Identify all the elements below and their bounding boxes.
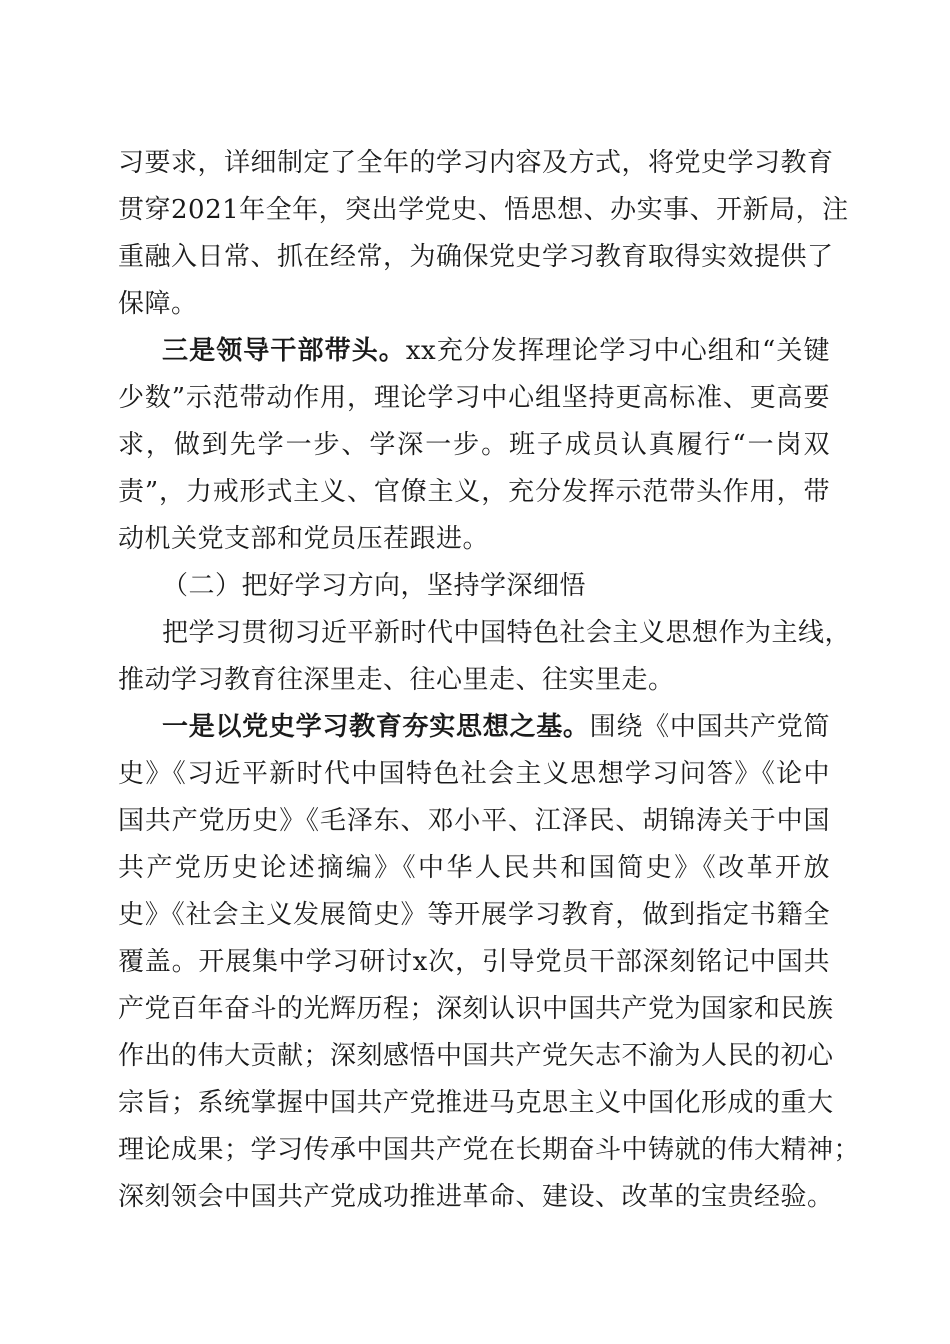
- body-text: [118, 140, 861, 1221]
- section-heading: （二）把好学习方向，坚持学深细悟: [162, 571, 587, 601]
- paragraph-line: 推动学习教育往深里走、往心里走、往实里走。: [118, 665, 675, 695]
- paragraph-line: 理论成果；学习传承中国共产党在长期奋斗中铸就的伟大精神；: [118, 1135, 861, 1165]
- paragraph-line: [118, 704, 830, 751]
- paragraph-line: 习要求，详细制定了全年的学习内容及方式，将党史学习教育: [118, 148, 834, 178]
- paragraph-line: 贯穿2021年全年，突出学党史、悟思想、办实事、开新局，注: [118, 195, 849, 225]
- paragraph-line: 产党百年奋斗的光辉历程；深刻认识中国共产党为国家和民族: [118, 994, 834, 1024]
- paragraph-line: 史》《习近平新时代中国特色社会主义思想学习问答》《论中: [118, 759, 830, 789]
- paragraph-line: 把学习贯彻习近平新时代中国特色社会主义思想作为主线，: [162, 618, 852, 648]
- paragraph-line: 保障。: [118, 289, 198, 319]
- paragraph-line: 深刻领会中国共产党成功推进革命、建设、改革的宝贵经验。: [118, 1182, 834, 1212]
- paragraph-line: 覆盖。开展集中学习研讨x次，引导党员干部深刻铭记中国共: [118, 947, 830, 977]
- paragraph-line: 共产党历史论述摘编》《中华人民共和国简史》《改革开放: [118, 853, 830, 883]
- paragraph-line: 宗旨；系统掌握中国共产党推进马克思主义中国化形成的重大: [118, 1088, 834, 1118]
- paragraph-line: 国共产党历史》《毛泽东、邓小平、江泽民、胡锦涛关于中国: [118, 806, 830, 836]
- paragraph-line: 少数”示范带动作用，理论学习中心组坚持更高标准、更高要: [118, 383, 830, 413]
- paragraph-line: 求，做到先学一步、学深一步。班子成员认真履行“一岗双: [118, 430, 830, 460]
- paragraph-line: [118, 328, 830, 375]
- paragraph-text: 围绕《中国共产党简: [589, 712, 830, 742]
- paragraph-text: xx充分发挥理论学习中心组和“关键: [405, 336, 830, 366]
- paragraph-line: 重融入日常、抓在经常，为确保党史学习教育取得实效提供了: [118, 242, 834, 272]
- paragraph-lead: 一是以党史学习教育夯实思想之基。: [162, 712, 590, 742]
- paragraph-line: 动机关党支部和党员压茬跟进。: [118, 524, 490, 554]
- paragraph-line: 作出的伟大贡献；深刻感悟中国共产党矢志不渝为人民的初心: [118, 1041, 834, 1071]
- paragraph-lead: 三是领导干部带头。: [162, 336, 406, 366]
- paragraph-line: 责”，力戒形式主义、官僚主义，充分发挥示范带头作用，带: [118, 477, 830, 507]
- paragraph-line: 史》《社会主义发展简史》等开展学习教育，做到指定书籍全: [118, 900, 830, 930]
